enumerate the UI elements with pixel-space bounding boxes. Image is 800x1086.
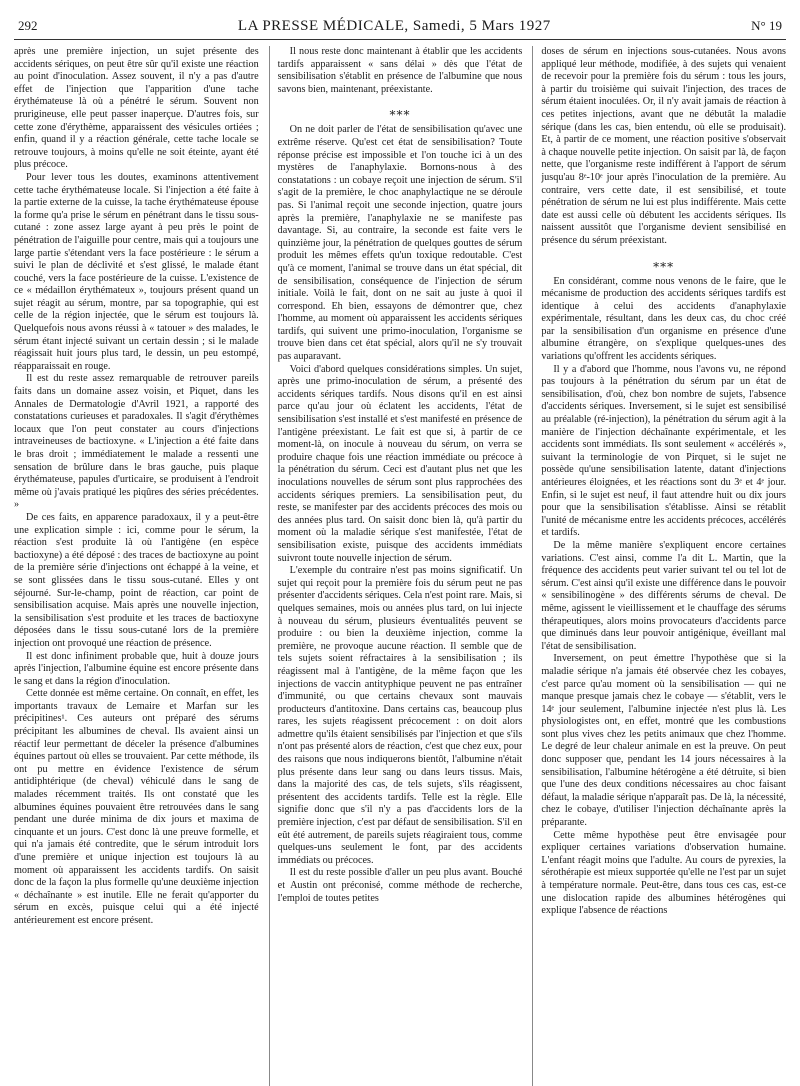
paragraph: Il est donc infiniment probable que, huit à douze jours après l'injection, l'albumine équine est encore présente dans le sang et dans la région d'inoculation. xyxy=(14,650,259,687)
paragraph: Il est du reste assez remarquable de retrouver pareils faits dans un domaine assez voisin, et Piquet, dans les Annales de Dermatologie d'Avril 1921, a rapporté des constatations curieuses et paradoxales. Il s'agit d'érythèmes locaux que l'on peut constater au cours d'injections intraveineuses de bactioxyne. « L'injection a été faite dans le bras droit ; immédiatement le malade a ressenti une sensation de brûlure dans le bras gauche, puis plaque érythémateuse, papules d'urticaire, se produisent à l'endroit même où j'avais pratiqué les piqûres des séries précédentes. » xyxy=(14,373,259,511)
text-columns xyxy=(14,46,786,1086)
column-2 xyxy=(269,46,523,1086)
paragraph: De ces faits, en apparence paradoxaux, il y a peut-être une explication simple : ici, comme pour le sérum, la réaction s'est produite là où l'antigène (en espèce bactioxyne) a été déposé : des traces de bactioxyne au point de la première série d'injections ont échappé à la veine, et se sont glissées dans le tissu sous-cutané. Elles y ont séjourné. Sur-le-champ, point de réaction, car point de sensibilisation acquise. Mais après une nouvelle injection, la sensibilisation s'est produite et les traces de bactioxyne déposées dans le tissu sous-cutané lors de la première injection ont provoqué une réaction de présence. xyxy=(14,511,259,649)
paragraph: L'exemple du contraire n'est pas moins significatif. Un sujet qui reçoit pour la première fois du sérum peut ne pas présenter d'accidents sériques. Cela n'est point rare. Mais, si quelques semaines, mois ou années plus tard, on lui injecte à nouveau du sérum, plusieurs éventualités peuvent se produire : ou bien la deuxième injection, comme la première, ne provoque aucune réaction. Il semble que de tels sujets soient réfractaires à la sensibilisation ; ils réagissent mal à l'antigène, de la même façon que les injections de vaccin antityphique peuvent ne pas entraîner d'immunité, ou que certains chevaux sont mauvais producteurs d'antitoxine. Dans certains cas, beaucoup plus rares, les sujets réagissent précocement : on doit alors admettre qu'ils étaient sensibilisés par l'injection et que s'ils n'ont pas présenté alors de réaction, c'est que chez eux, pour des raisons que nous indiquerons bientôt, l'albumine n'était plus présente dans leur sang ou dans leurs tissus. Mais, dans la majorité des cas, de tels sujets, s'ils réagissent, présentent des accidents tardifs. Telle est la règle. Elle signifie donc que s'il n'y a pas d'accidents lors de la première injection, c'est par défaut de sensibilisation. S'il en eût été autrement, de pareils sujets réagiraient tous, comme quelques-uns seulement le font, par des accidents immédiats ou précoces. xyxy=(277,565,523,866)
column-1 xyxy=(14,46,259,1086)
journal-title: LA PRESSE MÉDICALE, Samedi, 5 Mars 1927 xyxy=(237,18,551,34)
paragraph: Il y a d'abord que l'homme, nous l'avons vu, ne répond pas toujours à la pénétration du sérum par un état de sensibilisation, d'où, chez bon nombre de sujets, l'absence d'accidents sériques. Inversement, si le sujet est sensibilisé au préalable (ré-injection), la pénétration du sérum agit à la manière de l'injection déchaînante expérimentale, et les accidents sont immédiats. Ils sont seulement « accélérés », suivant la terminologie de von Pirquet, si le sujet ne possède qu'une sensibilisation latente, datant d'injections antérieures éloignées, et les réactions sont du 3ᵉ et 4ᵉ jour. Enfin, si le sujet est neuf, il faut attendre huit ou dix jours pour que la sensibilisation s'établisse. Ainsi se rétablit l'unité de mécanisme entre les accidents précoces, accélérés et tardifs. xyxy=(541,363,786,539)
paragraph: Pour lever tous les doutes, examinons attentivement cette tache érythémateuse locale. Si l'injection a été faite à la partie externe de la cuisse, la tache érythémateuse épouse la forme qu'a prise le sérum en pénétrant dans le tissu sous-cutané : zone assez large ayant à peu près le point de pénétration de l'aiguille pour centre, mais qui a toujours une large partie s'étendant vers la face postérieure : le sérum a suivi le plan de déclivité et s'est glissé, le malade étant couché, vers la face postérieure de la cuisse. L'existence de ce « médaillon érythémateux », toujours présent quand un sujet réagit au sérum, montre, par sa topographie, qui est celle de la région injectée, que le sérum est toujours là. Quelquefois nous avons réussi à « tatouer » des malades, le sérum étant injecté suivant un certain dessin ; si le malade réagissait huit jours plus tard, le dessin, un peu estompé, réapparaissait en rouge. xyxy=(14,171,259,372)
section-ornament: ⁎⁎⁎ xyxy=(653,255,675,270)
paragraph: Cette donnée est même certaine. On connaît, en effet, les importants travaux de Lemaire et Marfan sur les précipitines¹. Ces auteurs ont préparé des sérums précipitant les albumines de cheval. Ils avaient ainsi un réactif leur permettant de déceler la présence d'albumines équines partout où elles se trouvaient. Par cette méthode, ils ont pu mettre en évidence l'existence de sérum antidiphtérique (de cheval) véhiculé dans le sang de malades récemment traités. Ils ont constaté que les albumines équines pouvaient être retrouvées dans le sang pendant une durée minima de dix jours et maxima de cinquante et un jours. C'est donc là une preuve formelle, et qui n'a jamais été contredite, que le sérum introduit lors d'une première et unique injection est toujours là au moment où apparaissent les accidents tardifs. On saisit donc de la façon la plus formelle qu'une deuxième injection « déchaînante » est inutile. Elle ne ferait qu'apporter du sérum en excès, puisque celui qui a été injecté antérieurement est encore présent. xyxy=(14,688,259,926)
paragraph: Voici d'abord quelques considérations simples. Un sujet, après une primo-inoculation de sérum, a présenté des accidents sériques tardifs. Nous disons qu'il en est ainsi parce qu'au jour où éclatent les accidents, l'état de sensibilisation s'est installé et s'est manifesté en présence de l'antigène préexistant. Le fait est que si, à partir de ce moment-là, on inocule à nouveau du sérum, on verra se produire chaque fois une réaction immédiate ou précoce à la pénétration du sérum. Ceci est d'autant plus net que les inoculations nouvelles de sérum sont plus rapprochées des accidents sériques premiers. La sensibilisation peut, du reste, se manifester par des accidents précoces des mois ou des années plus tard. On saisit donc bien là, qu'à partir du moment où la maladie sérique s'est manifestée, l'état de sensibilisation existe, puisque des accidents immédiats suivront toute nouvelle injection de sérum. xyxy=(277,363,523,564)
section-ornament: ⁎⁎⁎ xyxy=(389,104,411,119)
page-number: 292 xyxy=(18,18,38,33)
page-header xyxy=(14,18,786,40)
paragraph: Il nous reste donc maintenant à établir que les accidents tardifs apparaissent « sans délai » dès que l'état de sensibilisation s'établit en présence de l'albumine que nous savons bien, maintenant, préexistante. xyxy=(277,46,523,95)
column-3 xyxy=(532,46,786,1086)
paragraph: En considérant, comme nous venons de le faire, que le mécanisme de production des accidents sériques tardifs est identique à celui des accidents d'anaphylaxie expérimentale, résultant, dans les deux cas, du choc créé par la sensibilisation d'un organisme en présence d'une albumine étrangère, on s'explique quelques-unes des variations qu'offrent les accidents sériques. xyxy=(541,275,786,363)
paragraph: On ne doit parler de l'état de sensibilisation qu'avec une extrême réserve. Qu'est cet état de sensibilisation? Toute réponse précise est impossible et l'on touche ici à un des mystères de l'anaphylaxie. Bornons-nous à des constatations : un cobaye reçoit une injection de sérum. S'il s'agit de la première, le choc anaphylactique ne se déroule pas. Si l'animal reçoit une seconde injection, quatre jours après la première, l'anaphylaxie ne se manifeste pas davantage. Si, au contraire, la seconde est faite vers le quinzième jour, la pénétration de quelques gouttes de sérum produit les mêmes effets qu'un toxique redoutable. C'est qu'à ce moment, l'animal se trouve dans un état spécial, dit de sensibilisation, conséquence de l'injection de sérum initiale. Voilà le fait, dont on ne sait au juste à quoi il correspond. Eh bien, essayons de démontrer que, chez l'homme, au moment où apparaissent les accidents sériques tardifs, qui suivent une primo-inoculation, l'organisme se trouve bien dans cet état spécial, alors qu'il ne s'y trouvait pas auparavant. xyxy=(277,124,523,363)
paragraph: De la même manière s'expliquent encore certaines variations. C'est ainsi, comme l'a dit L. Martin, que la fréquence des accidents peut varier suivant tel ou tel lot de sérum. C'est ainsi qu'il existe une différence dans le pouvoir « sensibilinogène » des différents sérums de cheval. De même, agissent le vieillissement et le chauffage des sérums thérapeutiques, alors moins provocateurs d'accidents parce que diminués dans leur pouvoir antigénique, éveillant mal l'état de sensibilisation. xyxy=(541,539,786,652)
paragraph: Inversement, on peut émettre l'hypothèse que si la maladie sérique n'a jamais été observée chez les cobayes, c'est parce qu'au moment où la sensibilisation — qui ne manque presque jamais chez le cobaye — s'établit, vers le 14ᵉ jour seulement, l'albumine injectée n'est plus là. Les physiologistes ont, en effet, montré que les combustions sont plus vives chez les petits animaux que chez l'homme. Le degré de leur chaleur animale en est la preuve. On peut donc supposer que, pendant les 14 jours nécessaires à la sensibilisation, l'albumine hétérogène a été détruite, si bien que l'une des deux conditions nécessaires au choc faisant défaut, la maladie sérique n'apparaît pas. De là, la nécessité, chez le cobaye, d'utiliser l'injection déchaînante après la préparante. xyxy=(541,653,786,829)
paragraph: après une première injection, un sujet présente des accidents sériques, on peut être sûr qu'il existe une réaction au point d'inoculation. Assez souvent, il n'y a pas d'autre effet de l'injection que l'apparition d'une tache érythémateuse là où a pénétré le sérum. Souvent non prurigineuse, elle peut passer inaperçue. D'autres fois, sur cette zone d'érythème, apparaissent des vésicules ortiées ; enfin, quand il y a réaction générale, cette tache locale se retrouve toujours, à moins qu'elle ne soit éteinte, ayant été plus précoce. xyxy=(14,46,259,171)
paragraph: Cette même hypothèse peut être envisagée pour expliquer certaines variations d'observation humaine. L'enfant réagit moins que l'adulte. Au cours de pyrexies, la sérothérapie est mieux supportée qu'elle ne l'est par un sujet à température normale. Peut-être, dans tous ces cas, est-ce une dislocation rapide des albumines hétérogènes qui explique l'absence de réactions xyxy=(541,829,786,917)
issue-number: N° 19 xyxy=(751,18,782,33)
paragraph: Il est du reste possible d'aller un peu plus avant. Bouché et Austin ont préconisé, comme méthode de recherche, l'emploi de toutes petites xyxy=(277,867,523,904)
paragraph: doses de sérum en injections sous-cutanées. Nous avons appliqué leur méthode, modifiée, à des sujets qui venaient de recevoir pour la première fois du sérum : tous les jours, à partir du troisième qui suivait l'injection, des traces de sérum étaient inoculées. Or, il n'y avait jamais de réaction à ces petites injections, avant que ne débutât la maladie sérique (dans les cas, bien entendu, où elle se produisait). Et, à partir de ce moment, une réaction positive s'observait à chaque nouvelle petite injection. On saisit par là, de façon nette, que l'organisme reste indifférent à l'apport de sérum jusqu'au 8ᵉ-10ᵉ jour après l'inoculation de la première. Au contraire, vers cette date, il est sensibilisé, et toute pénétration de sérum ne lui est plus indifférente. Mais cette date est aussi celle où débutent les accidents sériques. Ils naissent aussitôt que l'organisme devient sensibilisé en présence du sérum préexistant. xyxy=(541,46,786,246)
